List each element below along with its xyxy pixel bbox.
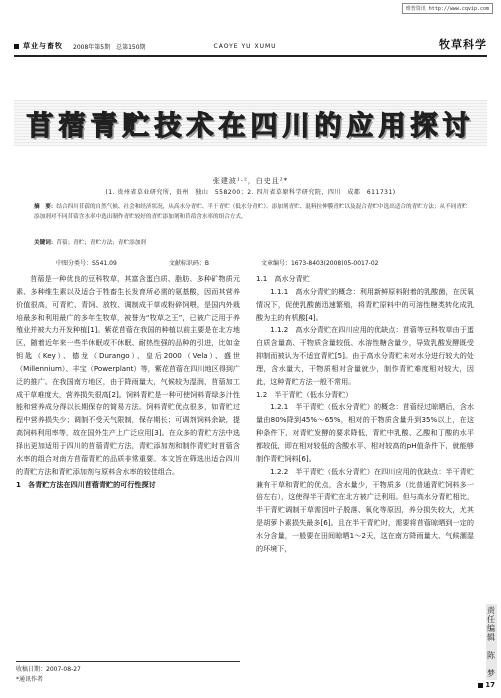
paragraph-1-1-1: 1.1.1 高水分青贮的概念：利用新鲜原料附着的乳酸菌，在厌氧情况下，促使乳酸菌迅速繁殖，将青贮原料中的可溶性糖类转化成乳酸为主的有机酸[4]。 xyxy=(256,286,474,322)
document-code: 文献标识码：B xyxy=(168,260,209,267)
abstract xyxy=(34,202,471,222)
affiliation: (1. 贵州省草业研究所，贵州 独山 558200；2. 四川省草原科学研究院，四川 成都 611731) xyxy=(105,189,396,196)
running-header xyxy=(14,38,487,54)
keywords xyxy=(34,238,471,246)
editor-sidebar xyxy=(485,604,497,680)
abstract-text: 结合四川苜蓿的自然气候、社会和经济状况，从高水分青贮、半干青贮（低水分青贮）、添加剂青贮、混料拉伸膜青贮以及混合青贮中选出适合的青贮方法；从不同青贮添加剂对不同苜蓿含水率中选出制作青贮较好的青贮添加剂和苜蓿含水率的组合方式。 xyxy=(34,204,468,220)
source-url-box: 维普资讯 http://www.cqvip.com xyxy=(402,3,493,14)
header-square-icon xyxy=(14,44,19,49)
page-number-text: 17 xyxy=(485,681,495,689)
authors: 张建波¹·²，白史且²* xyxy=(212,177,289,185)
journal-name: 草业与畜牧 xyxy=(23,41,63,50)
right-column xyxy=(256,273,474,556)
paragraph-1-1-2: 1.1.2 高水分青贮在四川应用的优缺点：苜蓿等豆科牧草由于蛋白质含量高、干物质含量较低、水溶性糖含量少，导致乳酸发酵既受抑制而被认为不适宜青贮[5]。由于高水分青贮未对水分进行较大的处理，含水量大，干物质相对含量就少，制作青贮难度相对较大，因此，这种青贮方法一般不常用。 xyxy=(256,325,474,386)
article-title: 苜蓿青贮技术在四川的应用探讨 xyxy=(26,110,475,142)
classification-meta xyxy=(56,258,481,267)
heading-1-2: 1.2 半干青贮（低水分青贮） xyxy=(256,389,353,399)
intro-paragraph: 苜蓿是一种优良的豆科牧草，其富含蛋白质、脂肪、多种矿物质元素、多种维生素以及适合于牲畜生长发育所必需的氨基酸，因而其营养价值很高，可青贮、青饲、放牧、调制成干草或粉碎饲喂，是国内外栽培最多和利用最广的多年生牧草，被誉为“牧草之王”，已被广泛用于养殖业并被大力开发种植[1]。紫花苜蓿在我国的种植以前主要是在北方地区，随着近年来一些半休眠或不休眠、耐热性强的品种的引进，比如金钥匙（Key）、德龙（Durango）、皇后2000（Vela）、盛世（Millennium）、丰宝（Powerplant）等，紫花苜蓿在四川地区得到广泛的推广。在我国南方地区，由于降雨量大，气候较为湿润，苜蓿加工成干草难度大，营养损失很高[2]。饲料青贮是一种可使饲料青绿多汁性能和营养成分得以长期保存的简易方法。饲料青贮优点很多，如青贮过程中营养损失少；调制不受天气限制，保存期长；可调剂饲料余缺，提高饲料利用率等，故在国外生产上广泛应用[3]。在众多的青贮方法中选择出更加适用于四川的苜蓿青贮方法，青贮添加剂和制作青贮时苜蓿含水率的组合对南方苜蓿青贮的品质非常重要。本文旨在筛选出适合四川的青贮方法和青贮添加剂与原料含水率的较佳组合。 xyxy=(16,274,240,476)
paragraph-1-2-2: 1.2.2 半干青贮（低水分青贮）在四川应用的优缺点：半干青贮兼有干草和青贮的优点，含水量少，干物质多（比普通青贮饲料多一倍左右），这使得半干青贮在北方被广泛利用。但与高水分青贮相比，半干青贮调制干草需因叶子脱落、氧化等原因，养分损失较大，尤其是胡萝卜素损失最多[6]。且在半干青贮时，需要将苜蓿晾晒到一定的水分含量，一般要在田间晾晒1～2天，这在南方降雨量大、气候潮湿的环境下， xyxy=(256,466,474,553)
page-number xyxy=(478,681,495,689)
article-number: 文章编号：1673-8403(2008)05-0017-02 xyxy=(260,260,379,267)
keywords-label: 关键词： xyxy=(34,240,57,246)
page-square-icon xyxy=(478,683,483,688)
corresponding-note: *通讯作者 xyxy=(16,676,44,683)
title-band xyxy=(14,100,487,146)
left-column xyxy=(16,273,240,491)
received-footnote xyxy=(16,661,240,685)
abstract-label: 摘 要： xyxy=(34,204,57,210)
section-heading-1: 1 各青贮方法在四川苜蓿青贮的可行性探讨 xyxy=(16,479,156,489)
paragraph-1-2-1: 1.2.1 半干青贮（低水分青贮）的概念：苜蓿经过晾晒后，含水量由80%降到45%～65%，相对的干物质含量升到35%以上，在这种条件下，对青贮发酵的要求降低，青贮中乳酸、乙酸和丁酸的水平都较低，即在相对较低的含酸水平、相对较高的pH值条件下，就能够制作青贮饲料[6]。 xyxy=(256,402,474,463)
issue-info: 2008年第5期 总第150期 xyxy=(73,43,146,51)
keywords-text: 苜蓿；青贮；青贮方法；青贮添加剂 xyxy=(56,240,146,246)
responsible-editor: 责任编辑 陈 梦 xyxy=(486,606,496,678)
heading-1-1: 1.1 高水分青贮 xyxy=(256,274,310,283)
received-date: 收稿日期：2007-08-27 xyxy=(16,666,81,673)
header-rule xyxy=(14,55,487,57)
journal-pinyin: CAOYE YU XUMU xyxy=(213,42,277,50)
clc-number: 中图分类号：S541.09 xyxy=(56,260,117,267)
section-brand: 牧草科学 xyxy=(439,38,487,51)
